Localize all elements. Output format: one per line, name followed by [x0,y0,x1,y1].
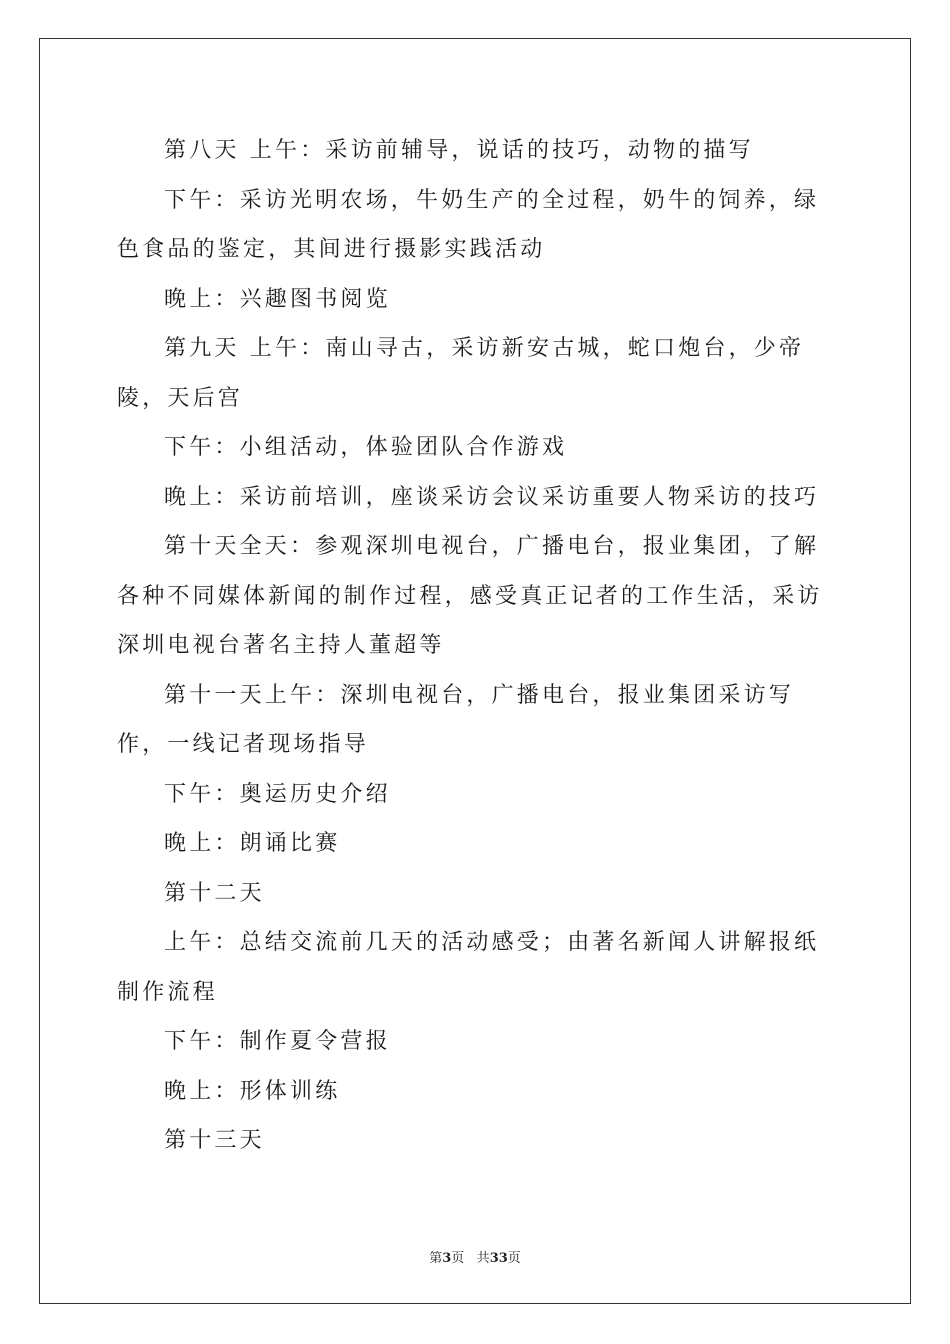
paragraph-day8-afternoon: 下午：采访光明农场，牛奶生产的全过程，奶牛的饲养，绿色食品的鉴定，其间进行摄影实践活动 [117,187,820,262]
paragraph-day8-morning: 第八天 上午：采访前辅导，说话的技巧，动物的描写 [164,138,754,163]
paragraph-day9-morning: 第九天 上午：南山寻古，采访新安古城，蛇口炮台，少帝陵，天后宫 [117,336,805,411]
paragraph-day12-afternoon: 下午：制作夏令营报 [164,1029,391,1054]
page-suffix: 页 [451,1251,465,1266]
paragraph-day8-evening: 晚上：兴趣图书阅览 [164,286,391,312]
paragraph-day12-heading: 第十二天 [164,880,265,906]
paragraph-day12-morning: 上午：总结交流前几天的活动感受；由著名新闻人讲解报纸制作流程 [117,930,820,1005]
total-prefix: 共 [476,1251,490,1266]
paragraph-day11-evening: 晚上：朗诵比赛 [164,831,341,856]
page-number: 3 [442,1251,452,1266]
total-pages: 33 [489,1251,508,1266]
page-footer [0,1247,950,1266]
paragraph-day11-afternoon: 下午：奥运历史介绍 [164,781,391,807]
paragraph-day10: 第十天全天：参观深圳电视台，广播电台，报业集团，了解各种不同媒体新闻的制作过程，感受真正记者的工作生活，采访深圳电视台著名主持人董超等 [117,534,823,658]
paragraph-day9-afternoon: 下午：小组活动，体验团队合作游戏 [164,435,568,460]
page-prefix: 第 [429,1251,443,1266]
paragraph-day12-evening: 晚上：形体训练 [164,1078,341,1104]
document-body [117,126,833,1166]
paragraph-day9-evening: 晚上：采访前培训，座谈采访会议采访重要人物采访的技巧 [164,484,820,510]
paragraph-day11-morning: 第十一天上午：深圳电视台，广播电台，报业集团采访写作，一线记者现场指导 [117,682,795,757]
paragraph-day13-heading: 第十三天 [164,1128,265,1153]
total-suffix: 页 [507,1251,521,1266]
